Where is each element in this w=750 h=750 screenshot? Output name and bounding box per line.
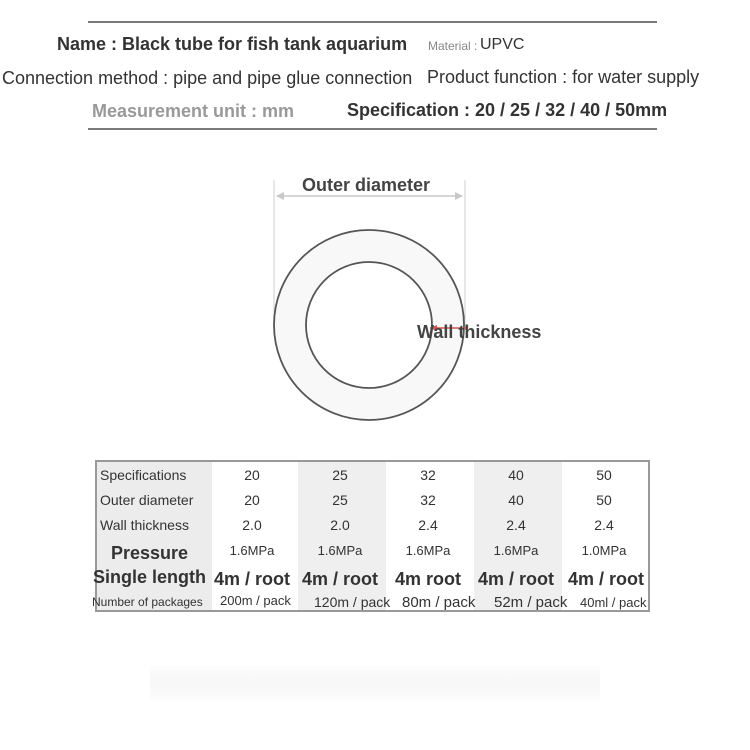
table-cell: 1.6MPa [493,543,539,558]
outer-diameter-label: Outer diameter [302,175,431,195]
specification: Specification : 20 / 25 / 32 / 40 / 50mm [347,100,668,120]
table-cell: 1.6MPa [317,543,363,558]
row-label-single-length: Single length [93,567,207,587]
material-label: Material : [428,39,478,53]
table-cell: 40 [508,467,524,483]
table-cell: 2.4 [418,517,438,533]
arrowhead-left [276,192,284,200]
wall-thickness-label: Wall thickness [417,322,542,342]
table-cell: 2.0 [330,517,350,533]
faint-footer-band [150,665,600,701]
table-cell: 32 [420,467,436,483]
table-cell: 20 [244,492,260,508]
table-cell: 2.4 [594,517,614,533]
table-cell: 2.4 [506,517,526,533]
table-cell: 4m / root [301,569,378,589]
measurement-unit: Measurement unit : mm [92,101,295,121]
table-cell: 52m / pack [494,594,568,611]
row-label-wall-thickness: Wall thickness [100,517,189,533]
connection-method: Connection method : pipe and pipe glue connection [2,68,413,88]
table-cell: 4m root [394,569,461,589]
table-cell: 25 [332,492,348,508]
arrowhead-right [455,192,463,200]
table-cell: 1.6MPa [405,543,451,558]
table-cell: 4m / root [213,569,290,589]
table-cell: 20 [244,467,260,483]
pipe-inner-ring [306,262,432,388]
table-cell: 4m / root [567,569,644,589]
table-cell: 25 [332,467,348,483]
table-cell: 1.6MPa [229,543,275,558]
row-label-packages: Number of packages [92,595,203,609]
product-name: Name : Black tube for fish tank aquarium [57,34,408,54]
table-cell: 50 [596,467,612,483]
table-cell: 80m / pack [402,594,476,611]
table-cell: 200m / pack [220,593,291,608]
table-cell: 40ml / pack [580,595,647,610]
table-cell: 120m / pack [314,594,391,610]
material-value: UPVC [480,36,525,53]
table-cell: 40 [508,492,524,508]
table-cell: 2.0 [242,517,262,533]
row-label-specifications: Specifications [100,467,187,483]
row-label-pressure: Pressure [111,543,189,563]
table-cell: 32 [420,492,436,508]
product-function: Product function : for water supply [427,67,700,87]
table-cell: 4m / root [477,569,554,589]
table-cell: 50 [596,492,612,508]
row-label-outer-diameter: Outer diameter [100,492,194,508]
table-cell: 1.0MPa [581,543,627,558]
